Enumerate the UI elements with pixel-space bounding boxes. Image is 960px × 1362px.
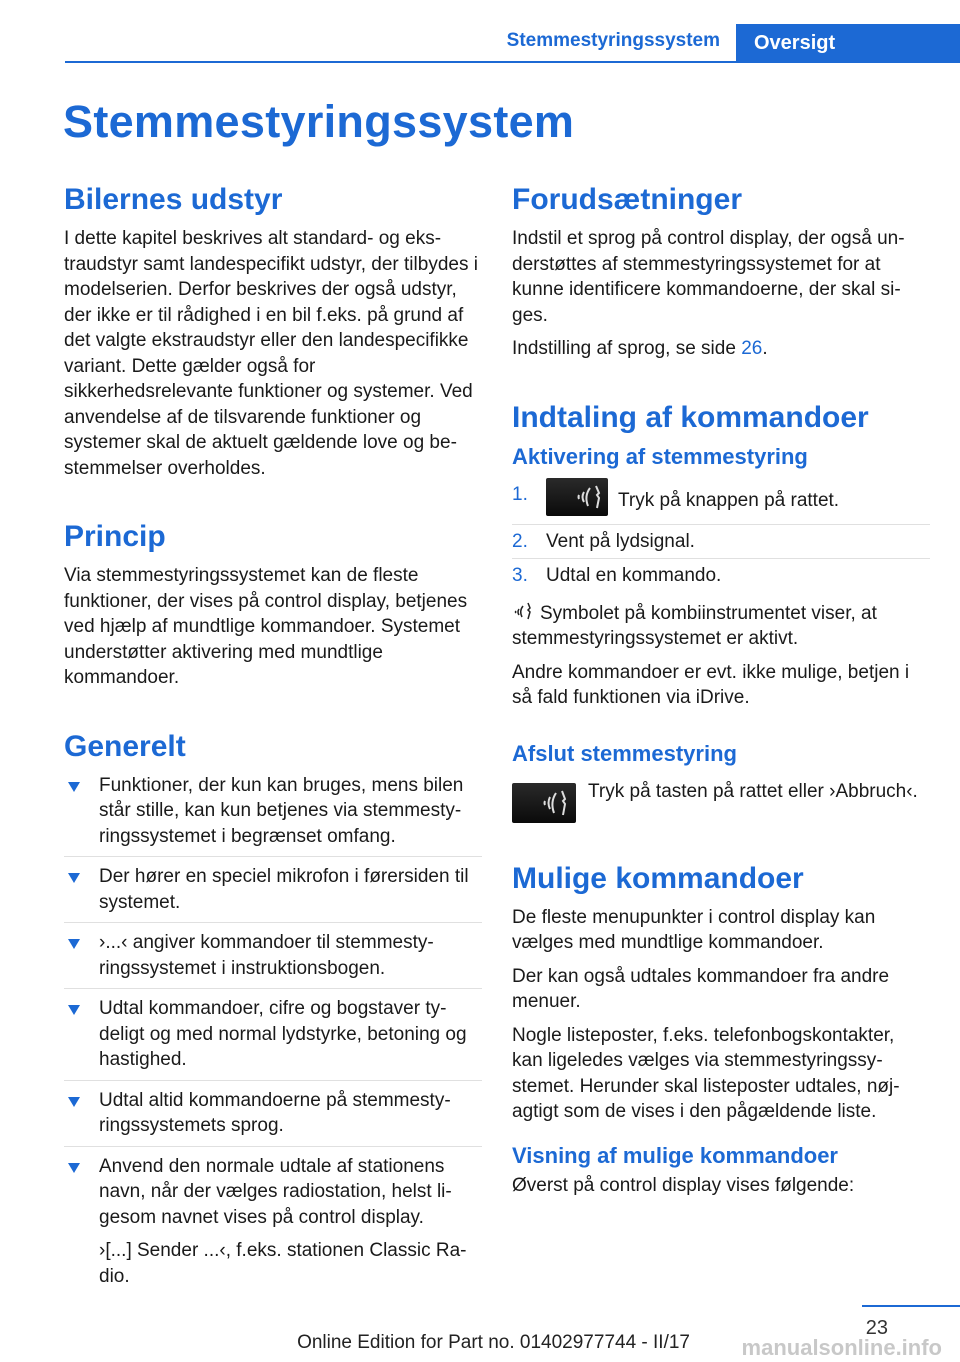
header-tab-oversigt: Oversigt xyxy=(736,24,960,62)
left-column xyxy=(64,182,482,1303)
list-item xyxy=(64,773,482,858)
step-number: 2. xyxy=(512,530,528,552)
triangle-bullet-icon xyxy=(68,873,80,883)
heading-bilernes-udstyr: Bilernes udstyr xyxy=(64,183,283,216)
header-rule xyxy=(65,61,960,63)
list-item-text: Funktioner, der kun kan bruges, mens bilen står stille, kan kun betjenes via stemmestyringssystemet i begrænset omfang. xyxy=(99,774,464,847)
step-text: Udtal en kommando. xyxy=(546,565,722,586)
aktivering-steps xyxy=(512,482,930,593)
footer-rule xyxy=(862,1305,960,1307)
heading-aktivering: Aktivering af stemmestyring xyxy=(512,443,808,469)
paragraph-mulige-1: De fleste menupunkter i control display kan vælges med mundtlige kommandoer. xyxy=(512,906,876,953)
paragraph-sprog-reference xyxy=(512,336,930,362)
heading-generelt: Generelt xyxy=(64,729,186,763)
list-item xyxy=(64,930,482,989)
page-number: 23 xyxy=(865,1317,888,1339)
voice-button-icon xyxy=(512,783,576,823)
paragraph-bilernes-udstyr: I dette kapitel beskrives alt standard- og ekstraudstyr samt landespecifikt udstyr, der tilbydes i modelserien. Derfor beskrives der også udstyr, der ikke er til rådighed i en bil f.eks. på grund af det valgte ekstraudstyr eller den landespecifikke variant. Dette gælder også for sikkerhedsrelevante funktioner og systemer. Ved anvendelse af de tilsvarende funktioner og systemer skal de aktuelt gældende love og bestemmelser overholdes. xyxy=(64,228,478,479)
paragraph-visning: Øverst på control display vises følgende: xyxy=(512,1174,855,1196)
heading-princip: Princip xyxy=(64,520,166,553)
paragraph-princip: Via stemmestyringssystemet kan de fleste funktioner, der vises på control display, betjenes ved hjælp af mundtlige kommandoer. Systemet understøtter aktivering med mundtlige kommandoer. xyxy=(64,565,468,688)
list-item-text: ›...‹ angiver kommandoer til stemmestyringssystemet i instruktionsbogen. xyxy=(99,932,434,979)
page-title: Stemmestyringssystem xyxy=(63,96,575,147)
heading-visning: Visning af mulige kommandoer xyxy=(512,1142,838,1168)
paragraph-mulige-3: Nogle listeposter, f.eks. telefonbogskontakter, kan ligeledes vælges via stemmestyringssystemet. Herunder skal listeposter udtales, nøjagtigt som de vises i den pågældende liste. xyxy=(512,1024,900,1122)
watermark-text: manualsonline.info xyxy=(741,1335,942,1360)
symbol-text: Symbolet på kombiinstrumentet viser, at stemmestyringssystemet er aktivt. xyxy=(512,602,877,649)
paragraph-afslut: Tryk på tasten på rattet eller ›Abbruch‹. xyxy=(588,780,918,802)
step-text: Tryk på knappen på rattet. xyxy=(618,489,840,511)
paragraph-symbol xyxy=(512,601,930,652)
voice-button-icon xyxy=(546,478,608,516)
voice-symbol-icon xyxy=(512,601,536,621)
paragraph-mulige-2: Der kan også udtales kommandoer fra andre menuer. xyxy=(512,965,890,1012)
paragraph-forudsaetninger: Indstil et sprog på control display, der også understøttes af stemmestyringssystemet for at kunne identificere kommandoerne, der skal siges. xyxy=(512,228,905,326)
list-item-text: Udtal altid kommandoerne på stemmestyringssystemets sprog. xyxy=(99,1089,451,1136)
step-text: Vent på lydsignal. xyxy=(546,530,695,552)
step-number: 3. xyxy=(512,565,528,586)
triangle-bullet-icon xyxy=(68,1163,80,1173)
edition-text: Online Edition for Part no. 01402977744 - II/17 xyxy=(297,1332,690,1353)
triangle-bullet-icon xyxy=(68,1005,80,1015)
step-item xyxy=(512,529,930,560)
header-section-label: Stemmestyringssystem xyxy=(506,30,720,51)
page-link-26[interactable]: 26 xyxy=(741,338,763,359)
list-item xyxy=(64,864,482,923)
list-item-text: Udtal kommandoer, cifre og bogstaver tydeligt og med normal lydstyrke, betoning og hastighed. xyxy=(99,998,467,1070)
paragraph-andre-kommandoer: Andre kommandoer er evt. ikke mulige, betjen i så fald funktionen via iDrive. xyxy=(512,661,910,708)
generelt-list xyxy=(64,773,482,1297)
list-item xyxy=(64,1154,482,1297)
heading-mulige-kommandoer: Mulige kommandoer xyxy=(512,861,804,895)
step-number: 1. xyxy=(512,483,528,505)
list-item xyxy=(64,996,482,1081)
reference-end: . xyxy=(762,338,768,359)
heading-indtaling: Indtaling af kommandoer xyxy=(512,400,869,434)
heading-afslut: Afslut stemmestyring xyxy=(512,740,737,766)
step-item xyxy=(512,563,930,593)
step-item xyxy=(512,482,930,525)
right-column xyxy=(512,182,930,1206)
list-item xyxy=(64,1088,482,1147)
list-item-subparagraph: ›[...] Sender ...‹, f.eks. stationen Classic Radio. xyxy=(99,1240,467,1287)
list-item-text: Der hører en speciel mikrofon i førersiden til systemet. xyxy=(99,866,469,913)
list-item-text: Anvend den normale udtale af stationens navn, når der vælges radiostation, helst ligesom navnet vises på control display. xyxy=(99,1155,452,1228)
triangle-bullet-icon xyxy=(68,939,80,949)
triangle-bullet-icon xyxy=(68,1097,80,1107)
heading-forudsaetninger: Forudsætninger xyxy=(512,183,742,216)
triangle-bullet-icon xyxy=(68,782,80,792)
reference-text: Indstilling af sprog, se side xyxy=(512,338,742,359)
afslut-block xyxy=(512,779,930,831)
